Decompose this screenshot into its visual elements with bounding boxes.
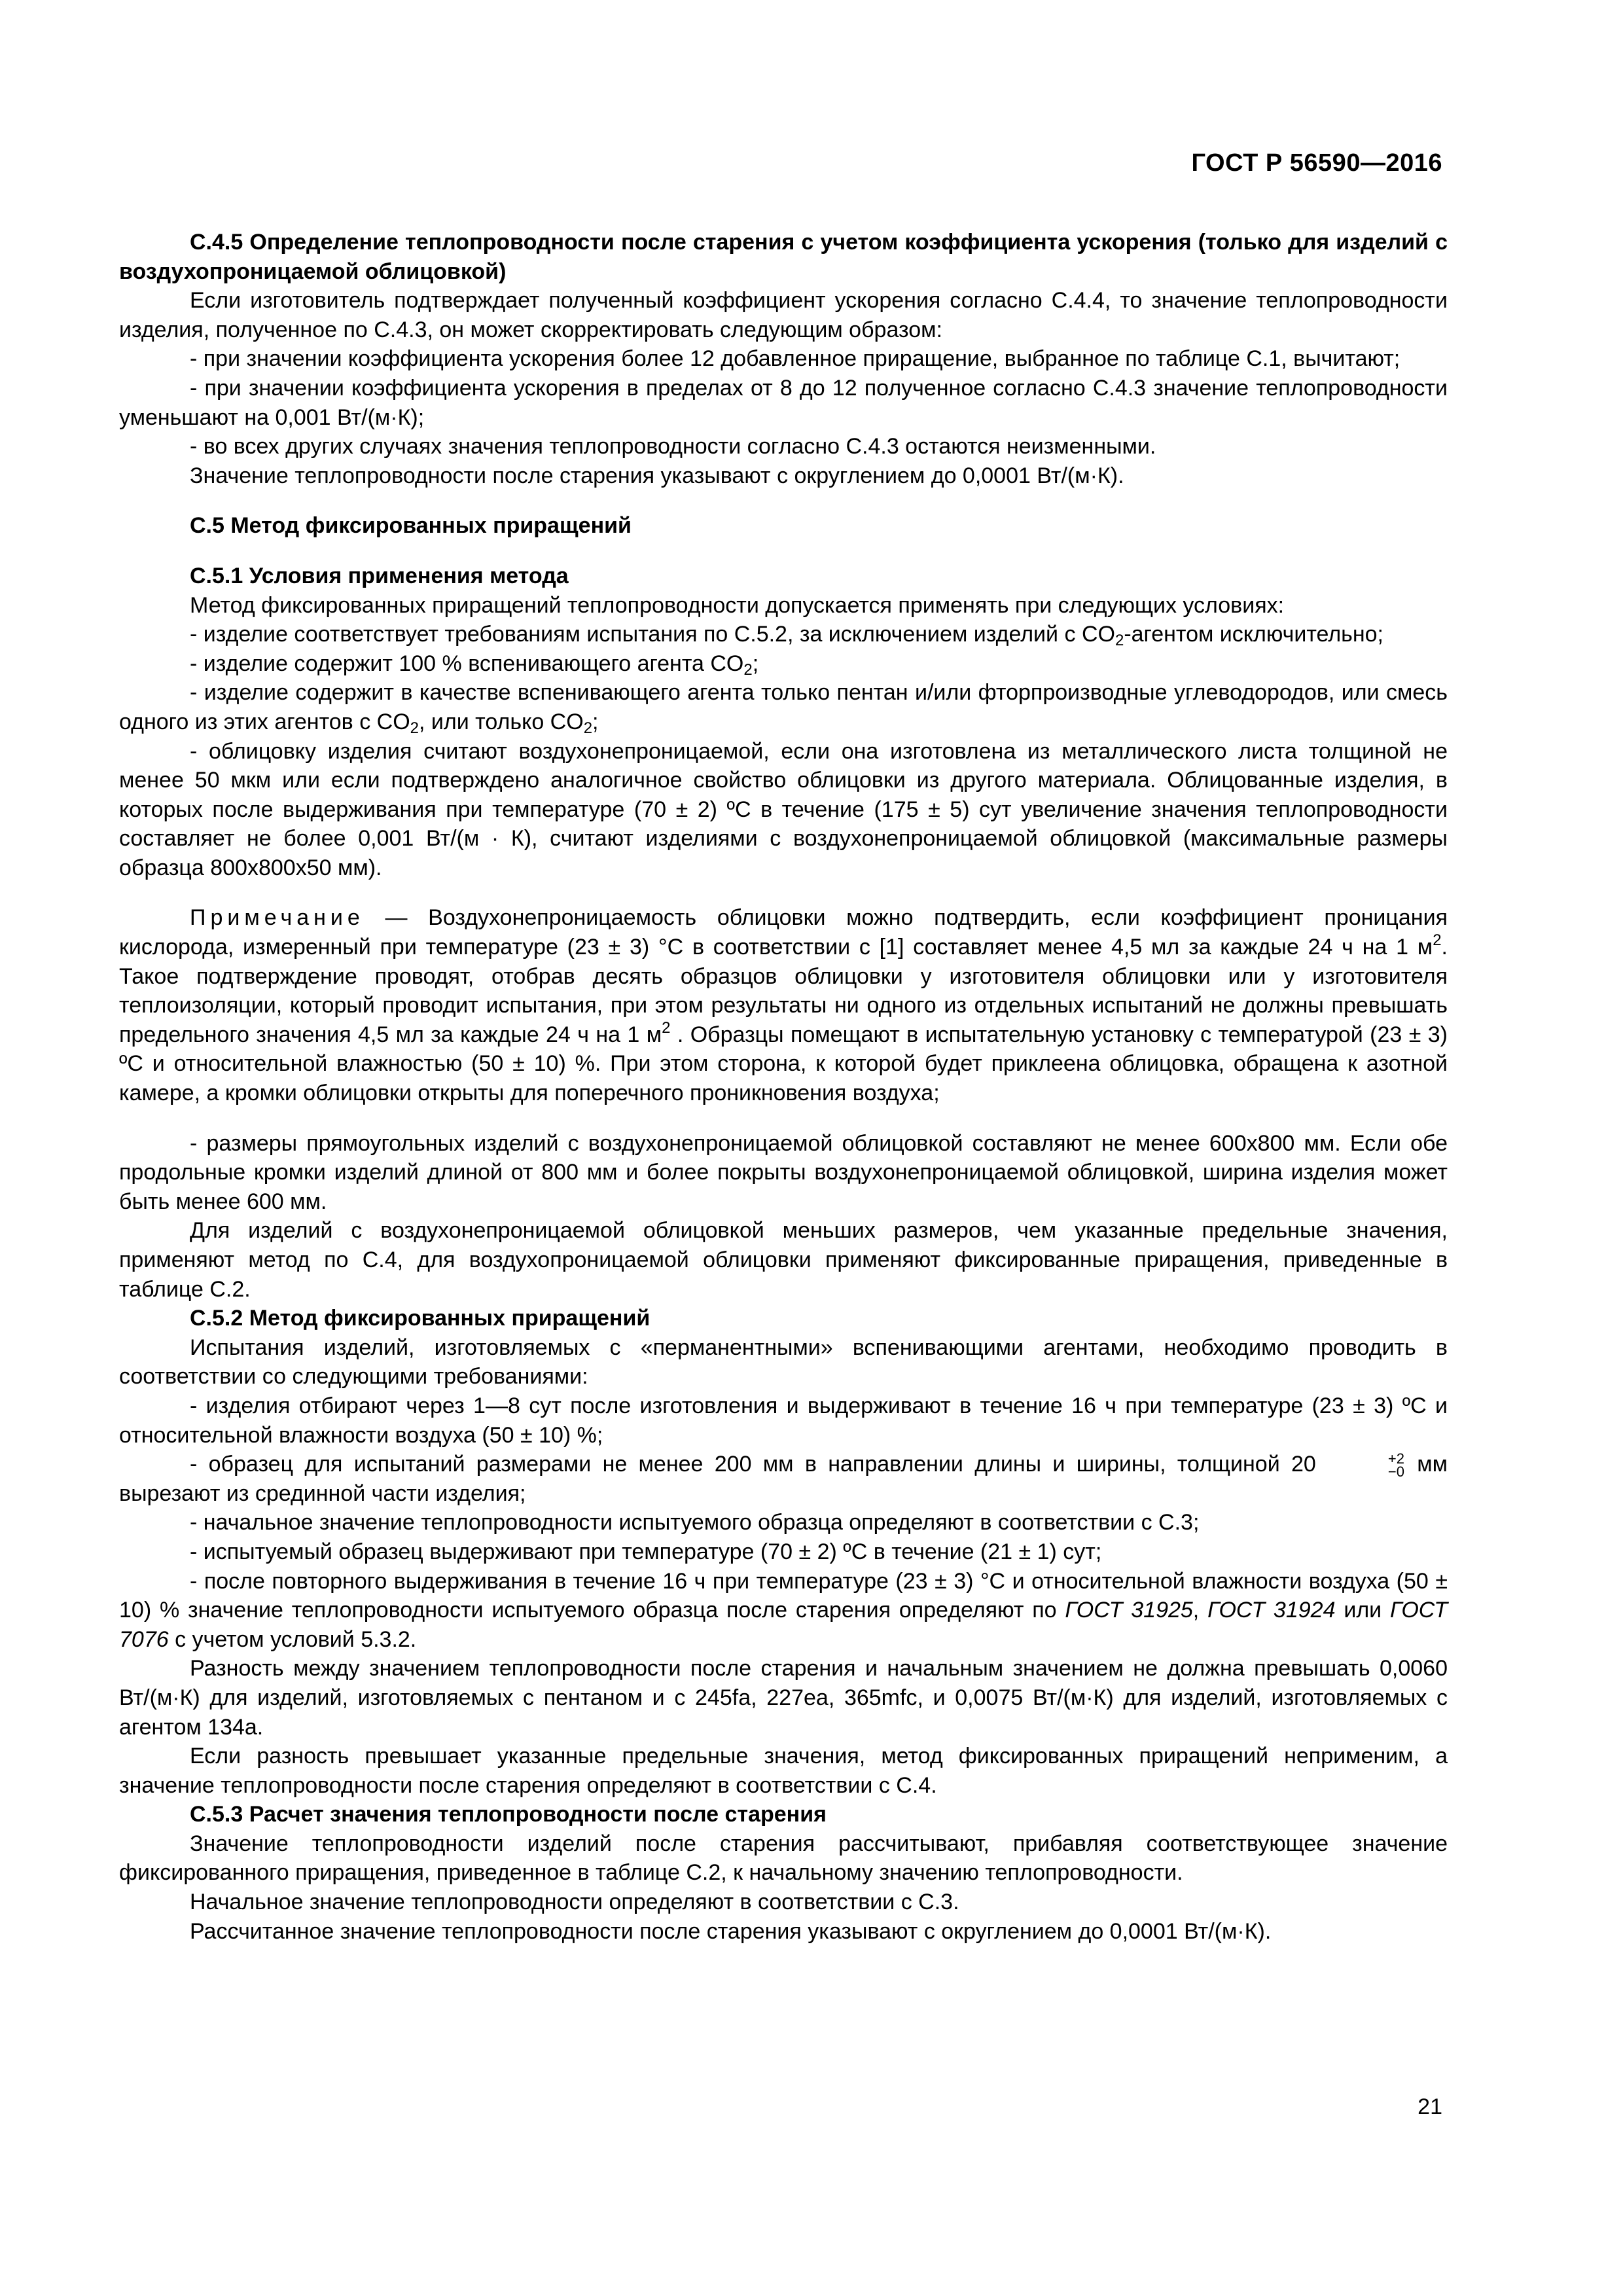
text: - изделие содержит в качестве вспенивающего агента только пентан и/или фторпроизводные углеводородов, или смесь одного из этих агентов с CO: [119, 680, 1448, 734]
section-title-c51: С.5.1 Условия применения метода: [190, 563, 569, 588]
list-item: - при значении коэффициента ускорения в пределах от 8 до 12 полученное согласно С.4.3 значение теплопроводности уменьшают на 0,001 Вт/(м·К);: [119, 375, 1448, 430]
text: , или только CO: [419, 709, 584, 734]
list-item: - размеры прямоугольных изделий с воздухонепроницаемой облицовкой составляют не менее 600х800 мм. Если обе продольные кромки изделий длиной от 800 мм и более покрыты воздухонепроницаемой облицовкой, ширина изделия может быть менее 600 мм.: [119, 1130, 1448, 1214]
document-code-header: ГОСТ Р 56590—2016: [1191, 149, 1442, 177]
paragraph: Разность между значением теплопроводности после старения и начальным значением не должна превышать 0,0060 Вт/(м·К) для изделий, изготовляемых с пентаном и с 245fa, 227ea, 365mfc, и 0,0075 Вт/(м·К) для изделий, изготовляемых с агентом 134а.: [119, 1656, 1448, 1740]
text: . Образцы помещают в испытательную установку с температурой (23 ± 3) ºС и относительной влажностью (50 ± 10) %. При этом сторона, к которой будет приклеена облицовка, обращена к азотной камере, а кромки облицовки открыты для поперечного проникновения воздуха;: [119, 1022, 1448, 1106]
superscript: 2: [1433, 931, 1442, 950]
text: — Воздухонепроницаемость облицовки можно подтвердить, если коэффициент проницания кислорода, измеренный при температуре (23 ± 3) °С в соответствии с [1] составляет менее 4,5 мл за каждые 24 ч на 1 м: [119, 905, 1448, 960]
page-number: 21: [1418, 2094, 1442, 2119]
list-item: [119, 1450, 1448, 1508]
text: или: [1335, 1598, 1390, 1623]
list-item: [119, 1567, 1448, 1655]
section-title-c52: С.5.2 Метод фиксированных приращений: [190, 1306, 651, 1331]
list-item: - облицовку изделия считают воздухонепроницаемой, если она изготовлена из металлического листа толщиной не менее 50 мкм или если подтверждено аналогичное свойство облицовки из другого материала. Облицованные изделия, в которых после выдерживания при температуре (70 ± 2) ºС в течение (175 ± 5) сут увеличение значения теплопроводности составляет не более 0,001 Вт/(м · К), считают изделиями с воздухонепроницаемой облицовкой (максимальные размеры образца 800х800х50 мм).: [119, 738, 1448, 880]
paragraph: Рассчитанное значение теплопроводности после старения указывают с округлением до 0,0001 Вт/(м·К).: [190, 1918, 1272, 1944]
subscript: 2: [1115, 632, 1124, 650]
section-title-c53: С.5.3 Расчет значения теплопроводности после старения: [190, 1802, 827, 1827]
text: - образец для испытаний размерами не менее 200 мм в направлении длины и ширины, толщиной 20: [190, 1452, 1316, 1477]
paragraph: Испытания изделий, изготовляемых с «перманентными» вспенивающими агентами, необходимо проводить в соответствии со следующими требованиями:: [119, 1335, 1448, 1390]
list-item: [119, 649, 1448, 679]
text: - изделие соответствует требованиям испытания по С.5.2, за исключением изделий с CO: [190, 622, 1115, 647]
paragraph: Если изготовитель подтверждает полученный коэффициент ускорения согласно С.4.4, то значение теплопроводности изделия, полученное по С.4.3, он может скорректировать следующим образом:: [119, 288, 1448, 342]
text: - после повторного выдерживания в течение 16 ч при температуре (23 ± 3) °С и относительной влажности воздуха (50 ± 10) % значение теплопроводности испытуемого образца после старения определяют по: [119, 1568, 1448, 1623]
subscript: 2: [743, 660, 753, 679]
paragraph: Для изделий с воздухонепроницаемой облицовкой меньших размеров, чем указанные предельные значения, применяют метод по С.4, для воздухопроницаемой облицовки применяют фиксированные приращения, приведенные в таблице С.2.: [119, 1218, 1448, 1302]
section-title-c5: С.5 Метод фиксированных приращений: [190, 513, 632, 539]
paragraph: Начальное значение теплопроводности определяют в соответствии с С.3.: [190, 1890, 959, 1915]
list-item: - при значении коэффициента ускорения более 12 добавленное приращение, выбранное по таблице С.1, вычитают;: [190, 346, 1400, 372]
tolerance-upper: +2: [1387, 1450, 1404, 1467]
list-item: - испытуемый образец выдерживают при температуре (70 ± 2) ºС в течение (21 ± 1) сут;: [190, 1539, 1102, 1564]
text: . Такое подтверждение проводят, отобрав десять образцов облицовки у изготовителя облицовки или у изготовителя теплоизоляции, который проводит испытания, при этом результаты ни одного из отдельных испытаний не должны превышать предельного значения 4,5 мл за каждые 24 ч на 1 м: [119, 935, 1448, 1047]
list-item: [119, 620, 1448, 649]
paragraph: Метод фиксированных приращений теплопроводности допускается применять при следующих условиях:: [190, 592, 1285, 618]
note-label: Примечание: [190, 905, 365, 931]
section-title-c45: С.4.5 Определение теплопроводности после старения с учетом коэффициента ускорения (только для изделий с воздухопроницаемой облицовкой): [119, 230, 1448, 284]
tolerance-lower: −0: [1387, 1463, 1404, 1480]
standard-reference: ГОСТ 31925: [1065, 1598, 1193, 1623]
paragraph: Значение теплопроводности после старения указывают с округлением до 0,0001 Вт/(м·К).: [190, 463, 1124, 488]
list-item: - во всех других случаях значения теплопроводности согласно С.4.3 остаются неизменными.: [190, 434, 1156, 459]
document-body: [119, 228, 1448, 1946]
paragraph: Значение теплопроводности изделий после старения рассчитывают, прибавляя соответствующее значение фиксированного приращения, приведенное в таблице С.2, к начальному значению теплопроводности.: [119, 1831, 1448, 1886]
text: - изделие содержит 100 % вспенивающего агента CO: [190, 651, 744, 676]
superscript: 2: [662, 1018, 671, 1037]
note-paragraph: [119, 903, 1448, 1107]
subscript: 2: [410, 719, 419, 737]
list-item: - начальное значение теплопроводности испытуемого образца определяют в соответствии с С.3;: [190, 1510, 1200, 1535]
text: мм вырезают из срединной части изделия;: [119, 1452, 1448, 1506]
standard-reference: ГОСТ 31924: [1207, 1598, 1336, 1623]
text: с учетом условий 5.3.2.: [168, 1626, 417, 1652]
subscript: 2: [583, 719, 593, 737]
list-item: - изделия отбирают через 1—8 сут после изготовления и выдерживают в течение 16 ч при температуре (23 ± 3) ºС и относительной влажности воздуха (50 ± 10) %;: [119, 1393, 1448, 1448]
text: ;: [752, 651, 759, 676]
text: ;: [592, 709, 599, 734]
text: ,: [1192, 1598, 1208, 1623]
text: -агентом исключительно;: [1124, 622, 1384, 647]
list-item: [119, 678, 1448, 736]
tolerance: [1317, 1452, 1404, 1479]
standard-reference: ГОСТ 7076: [119, 1598, 1448, 1652]
paragraph: Если разность превышает указанные предельные значения, метод фиксированных приращений неприменим, а значение теплопроводности после старения определяют в соответствии с С.4.: [119, 1744, 1448, 1798]
